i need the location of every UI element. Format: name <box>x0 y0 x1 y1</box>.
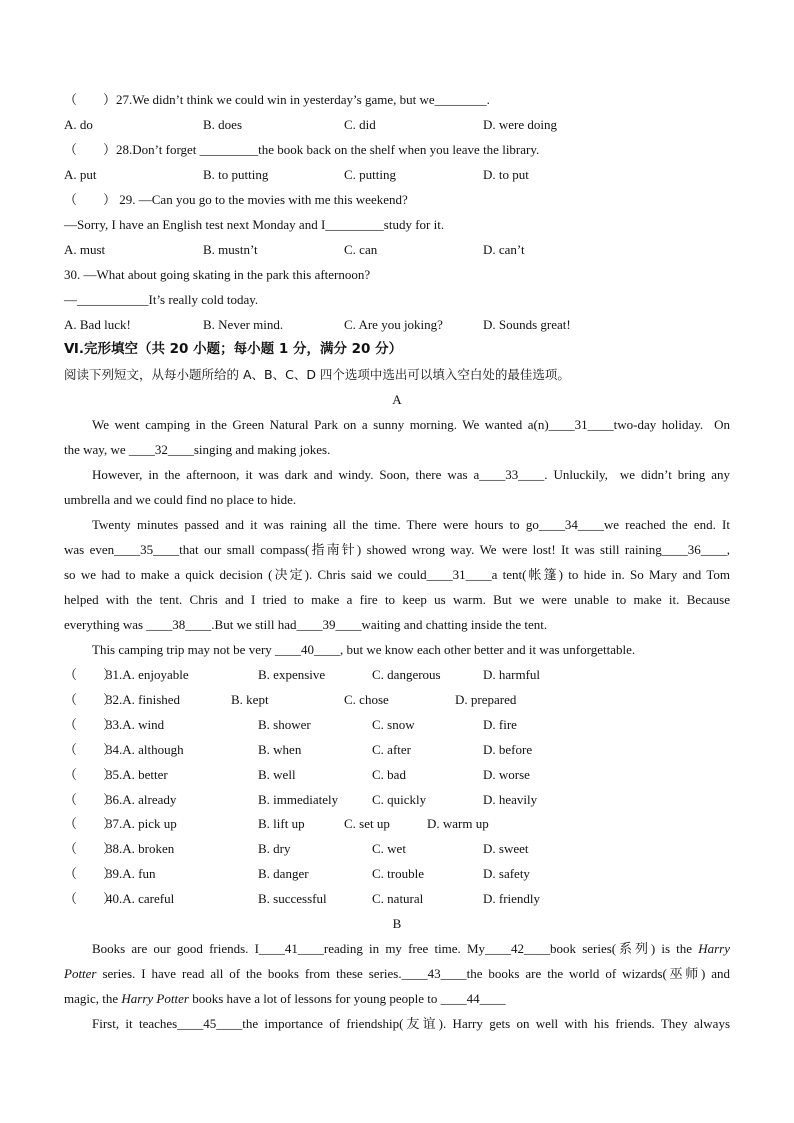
answer-paren: （ ） <box>64 791 117 807</box>
q29-option-a: A. must <box>64 242 106 257</box>
passage-a-line-2: the way, we ____32____singing and making jokes. <box>64 442 331 457</box>
passage-b-line-3: magic, the Harry Potter books have a lot of lessons for young people to ____44____ <box>64 991 506 1006</box>
q29-option-b: B. mustn’t <box>203 242 258 257</box>
choice-d: D. harmful <box>483 667 541 682</box>
choice-num: 33.A. wind <box>106 716 165 732</box>
answer-paren: （ ） <box>64 866 117 882</box>
choice-b: B. when <box>258 741 302 757</box>
choice-c: C. trouble <box>372 866 424 882</box>
answer-paren: （ ） <box>64 92 117 107</box>
choice-b: B. expensive <box>258 667 326 682</box>
choice-d: D. friendly <box>483 891 541 907</box>
choice-c: C. chose <box>344 691 389 707</box>
choice-d: D. heavily <box>483 791 538 807</box>
choice-num: 35.A. better <box>106 766 168 782</box>
passage-b-line-2: Potter series. I have read all of the books from these series.____43____the books are the world of wizards(巫师) and <box>64 966 730 981</box>
choice-num: 32.A. finished <box>106 691 181 707</box>
q30-option-b: B. Never mind. <box>203 317 284 332</box>
q30-option-d: D. Sounds great! <box>483 317 571 332</box>
q27-option-c: C. did <box>344 117 376 132</box>
choice-d: D. safety <box>483 866 530 882</box>
q30-stem: 30. —What about going skating in the park this afternoon? <box>64 267 371 282</box>
choice-c: C. dangerous <box>372 667 441 682</box>
question-text: 27.We didn’t think we could win in yesterday’s game, but we________. <box>116 92 490 107</box>
choice-d: D. worse <box>483 766 530 782</box>
choice-c: C. bad <box>372 766 406 782</box>
passage-a-line-4: umbrella and we could find no place to hide. <box>64 492 297 507</box>
passage-a-line-9: everything was ____38____.But we still had____39____waiting and chatting inside the tent. <box>64 617 548 632</box>
choice-b: B. kept <box>231 691 269 707</box>
question-text: 29. —Can you go to the movies with me this weekend? <box>116 192 408 207</box>
answer-paren: （ ） <box>64 192 117 207</box>
q30-option-a: A. Bad luck! <box>64 317 131 332</box>
choice-d: D. sweet <box>483 841 529 857</box>
choice-c: C. wet <box>372 841 406 857</box>
q29-option-c: C. can <box>344 242 378 257</box>
q27-stem <box>64 92 490 108</box>
q30-option-c: C. Are you joking? <box>344 317 443 332</box>
choice-b: B. danger <box>258 866 309 882</box>
passage-a-heading: A <box>392 392 402 407</box>
q27-option-a: A. do <box>64 117 93 132</box>
q29-option-d: D. can’t <box>483 242 525 257</box>
passage-a-line-3: However, in the afternoon, it was dark and windy. Soon, there was a____33____. Unluckily, we didn’t bring any <box>92 467 730 482</box>
passage-a-line-6: was even____35____that our small compass(指南针) showed wrong way. We were lost! It was still raining____36____, <box>64 542 730 557</box>
choice-d: D. prepared <box>455 691 517 707</box>
choice-b: B. well <box>258 766 296 782</box>
answer-paren: （ ） <box>64 766 117 782</box>
q30-response: —___________It’s really cold today. <box>64 292 259 307</box>
choice-num: 31.A. enjoyable <box>106 667 189 682</box>
passage-b-heading: B <box>392 916 402 931</box>
q28-option-b: B. to putting <box>203 167 269 182</box>
passage-a-line-10: This camping trip may not be very ____40____, but we know each other better and it was unforgettable. <box>92 642 636 657</box>
answer-paren: （ ） <box>64 891 117 907</box>
choice-c: C. set up <box>344 816 390 832</box>
choice-b: B. successful <box>258 891 327 907</box>
answer-paren: （ ） <box>64 667 117 682</box>
q28-stem <box>64 142 539 158</box>
answer-paren: （ ） <box>64 841 117 857</box>
choice-num: 39.A. fun <box>106 866 156 882</box>
q29-response: —Sorry, I have an English test next Monday and I_________study for it. <box>64 217 445 232</box>
q28-option-c: C. putting <box>344 167 397 182</box>
choice-d: D. before <box>483 741 533 757</box>
passage-a-line-8: helped with the tent. Chris and I tried to make a fire to keep us warm. But we were unable to make it. Because <box>64 592 730 607</box>
answer-paren: （ ） <box>64 816 117 832</box>
choice-num: 34.A. although <box>106 741 184 757</box>
passage-a-line-1: We went camping in the Green Natural Park on a sunny morning. We wanted a(n)____31____two-day holiday. On <box>92 417 730 432</box>
q27-option-d: D. were doing <box>483 117 558 132</box>
q27-option-b: B. does <box>203 117 242 132</box>
choice-num: 38.A. broken <box>106 841 175 857</box>
choice-num: 36.A. already <box>106 791 177 807</box>
choice-d: D. fire <box>483 716 517 732</box>
choice-b: B. dry <box>258 841 291 857</box>
choice-b: B. shower <box>258 716 311 732</box>
q29-stem <box>64 192 408 208</box>
choice-c: C. quickly <box>372 791 427 807</box>
choice-c: C. natural <box>372 891 424 907</box>
passage-a-line-5: Twenty minutes passed and it was raining all the time. There were hours to go____34____we reached the end. It <box>92 517 730 532</box>
answer-paren: （ ） <box>64 691 117 707</box>
q28-option-a: A. put <box>64 167 97 182</box>
choice-b: B. immediately <box>258 791 339 807</box>
choice-num: 40.A. careful <box>106 891 175 907</box>
answer-paren: （ ） <box>64 716 117 732</box>
choice-b: B. lift up <box>258 816 305 832</box>
question-text: 28.Don’t forget _________the book back on the shelf when you leave the library. <box>116 142 540 157</box>
q28-option-d: D. to put <box>483 167 529 182</box>
passage-b-line-4: First, it teaches____45____the importance of friendship(友谊). Harry gets on well with his friends. They always <box>92 1016 730 1031</box>
section-instruction: 阅读下列短文，从每小题所给的 A、B、C、D 四个选项中选出可以填入空白处的最佳选项。 <box>64 367 570 382</box>
answer-paren: （ ） <box>64 741 117 757</box>
choice-d: D. warm up <box>427 816 489 832</box>
passage-a-line-7: so we had to make a quick decision (决定). Chris said we could____31____a tent(帐篷) to hide in. So Mary and Tom <box>64 567 730 582</box>
section-title: Ⅵ.完形填空（共 20 小题；每小题 1 分，满分 20 分） <box>64 341 403 357</box>
passage-b-line-1: Books are our good friends. I____41____reading in my free time. My____42____book series(系列) is the Harry <box>92 941 730 956</box>
choice-num: 37.A. pick up <box>106 816 177 832</box>
answer-paren: （ ） <box>64 142 117 157</box>
choice-c: C. after <box>372 741 411 757</box>
choice-c: C. snow <box>372 716 415 732</box>
